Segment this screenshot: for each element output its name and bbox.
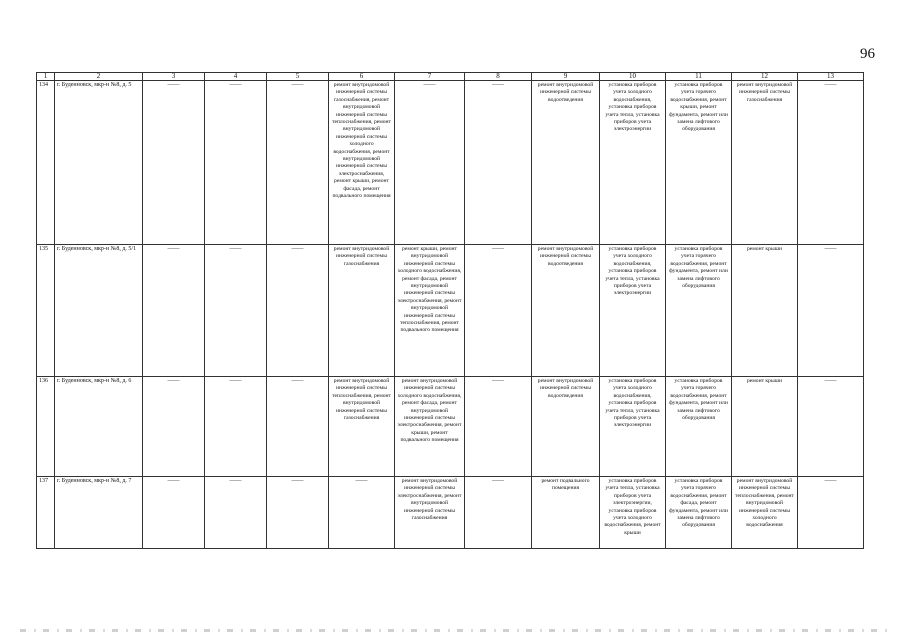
column-number: 9 [532, 73, 600, 81]
cell-col12: ремонт внутридомовой инженерной системы газоснабжения [732, 81, 798, 245]
cell-col4: —— [205, 477, 267, 549]
row-address: г. Буденновск, мкр-н №8, д. 6 [55, 377, 143, 477]
cell-col3: —— [143, 245, 205, 377]
cell-col5: —— [267, 245, 329, 377]
row-number: 136 [37, 377, 55, 477]
cell-col9: ремонт внутридомовой инженерной системы водоотведения [532, 81, 600, 245]
cell-col9: ремонт подвального помещения [532, 477, 600, 549]
cell-col10: установка приборов учета холодного водоснабжения, установка приборов учета тепла, установка приборов учета электроэнергии [600, 245, 666, 377]
column-number: 1 [37, 73, 55, 81]
cell-col13: —— [798, 477, 864, 549]
column-number: 2 [55, 73, 143, 81]
row-address: г. Буденновск, мкр-н №8, д. 7 [55, 477, 143, 549]
cell-col8: —— [465, 245, 532, 377]
column-number: 12 [732, 73, 798, 81]
cell-col11: установка приборов учета горячего водоснабжения, ремонт фундамента, ремонт или замена лифтового оборудования [666, 245, 732, 377]
page-number: 96 [860, 46, 875, 62]
cell-col13: —— [798, 81, 864, 245]
table-row [37, 81, 864, 245]
cell-col9: ремонт внутридомовой инженерной системы водоотведения [532, 245, 600, 377]
scan-noise-strip [20, 629, 890, 632]
cell-col8: —— [465, 477, 532, 549]
cell-col7: ремонт крыши, ремонт внутридомовой инженерной системы холодного водоснабжения, ремонт фасада, ремонт внутридомовой инженерной системы электроснабжения, ремонт внутридомовой инженерной системы теплоснабжения, ремонт подвального помещения [395, 245, 465, 377]
row-number: 134 [37, 81, 55, 245]
column-number: 8 [465, 73, 532, 81]
cell-col6: —— [329, 477, 395, 549]
cell-col3: —— [143, 377, 205, 477]
table-row [37, 377, 864, 477]
cell-col9: ремонт внутридомовой инженерной системы водоотведения [532, 377, 600, 477]
cell-col4: —— [205, 81, 267, 245]
cell-col10: установка приборов учета холодного водоснабжения, установка приборов учета тепла, установка приборов учета электроэнергии [600, 81, 666, 245]
column-number-row [37, 73, 864, 81]
column-number: 13 [798, 73, 864, 81]
column-number: 11 [666, 73, 732, 81]
cell-col7: ремонт внутридомовой инженерной системы электроснабжения, ремонт внутридомовой инженерной системы газоснабжения [395, 477, 465, 549]
column-number: 6 [329, 73, 395, 81]
cell-col5: —— [267, 477, 329, 549]
cell-col7: ремонт внутридомовой инженерной системы холодного водоснабжения, ремонт фасада, ремонт внутридомовой инженерной системы электроснабжения, ремонт крыши, ремонт подвального помещения [395, 377, 465, 477]
cell-col4: —— [205, 377, 267, 477]
row-address: г. Буденновск, мкр-н №8, д. 5 [55, 81, 143, 245]
cell-col13: —— [798, 377, 864, 477]
column-number: 3 [143, 73, 205, 81]
cell-col10: установка приборов учета тепла, установка приборов учета электроэнергии, установка приборов учета холодного водоснабжения, ремонт крыши [600, 477, 666, 549]
cell-col4: —— [205, 245, 267, 377]
cell-col10: установка приборов учета холодного водоснабжения, установка приборов учета тепла, установка приборов учета электроэнергии [600, 377, 666, 477]
cell-col11: установка приборов учета горячего водоснабжения, ремонт фасада, ремонт фундамента, ремонт или замена лифтового оборудования [666, 477, 732, 549]
cell-col5: —— [267, 81, 329, 245]
column-number: 10 [600, 73, 666, 81]
cell-col12: ремонт крыши [732, 377, 798, 477]
column-number: 7 [395, 73, 465, 81]
column-number: 4 [205, 73, 267, 81]
cell-col3: —— [143, 477, 205, 549]
cell-col6: ремонт внутридомовой инженерной системы теплоснабжения, ремонт внутридомовой инженерной системы газоснабжения [329, 377, 395, 477]
row-number: 135 [37, 245, 55, 377]
cell-col12: ремонт крыши [732, 245, 798, 377]
cell-col13: —— [798, 245, 864, 377]
cell-col8: —— [465, 81, 532, 245]
cell-col11: установка приборов учета горячего водоснабжения, ремонт фундамента, ремонт или замена лифтового оборудования [666, 377, 732, 477]
table-row [37, 477, 864, 549]
cell-col6: ремонт внутридомовой инженерной системы газоснабжения [329, 245, 395, 377]
row-number: 137 [37, 477, 55, 549]
cell-col3: —— [143, 81, 205, 245]
cell-col6: ремонт внутридомовой инженерной системы газоснабжения, ремонт внутридомовой инженерной системы теплоснабжения, ремонт внутридомовой инженерной системы холодного водоснабжения, ремонт внутридомовой инженерной системы электроснабжения, ремонт крыши, ремонт фасада, ремонт подвального помещения [329, 81, 395, 245]
cell-col11: установка приборов учета горячего водоснабжения, ремонт крыши, ремонт фундамента, ремонт или замена лифтового оборудования [666, 81, 732, 245]
cell-col7: —— [395, 81, 465, 245]
table-row [37, 245, 864, 377]
row-address: г. Буденновск, мкр-н №8, д. 5/1 [55, 245, 143, 377]
cell-col5: —— [267, 377, 329, 477]
column-number: 5 [267, 73, 329, 81]
works-schedule-table [36, 72, 864, 549]
cell-col12: ремонт внутридомовой инженерной системы теплоснабжения, ремонт внутридомовой инженерной системы холодного водоснабжения [732, 477, 798, 549]
cell-col8: —— [465, 377, 532, 477]
